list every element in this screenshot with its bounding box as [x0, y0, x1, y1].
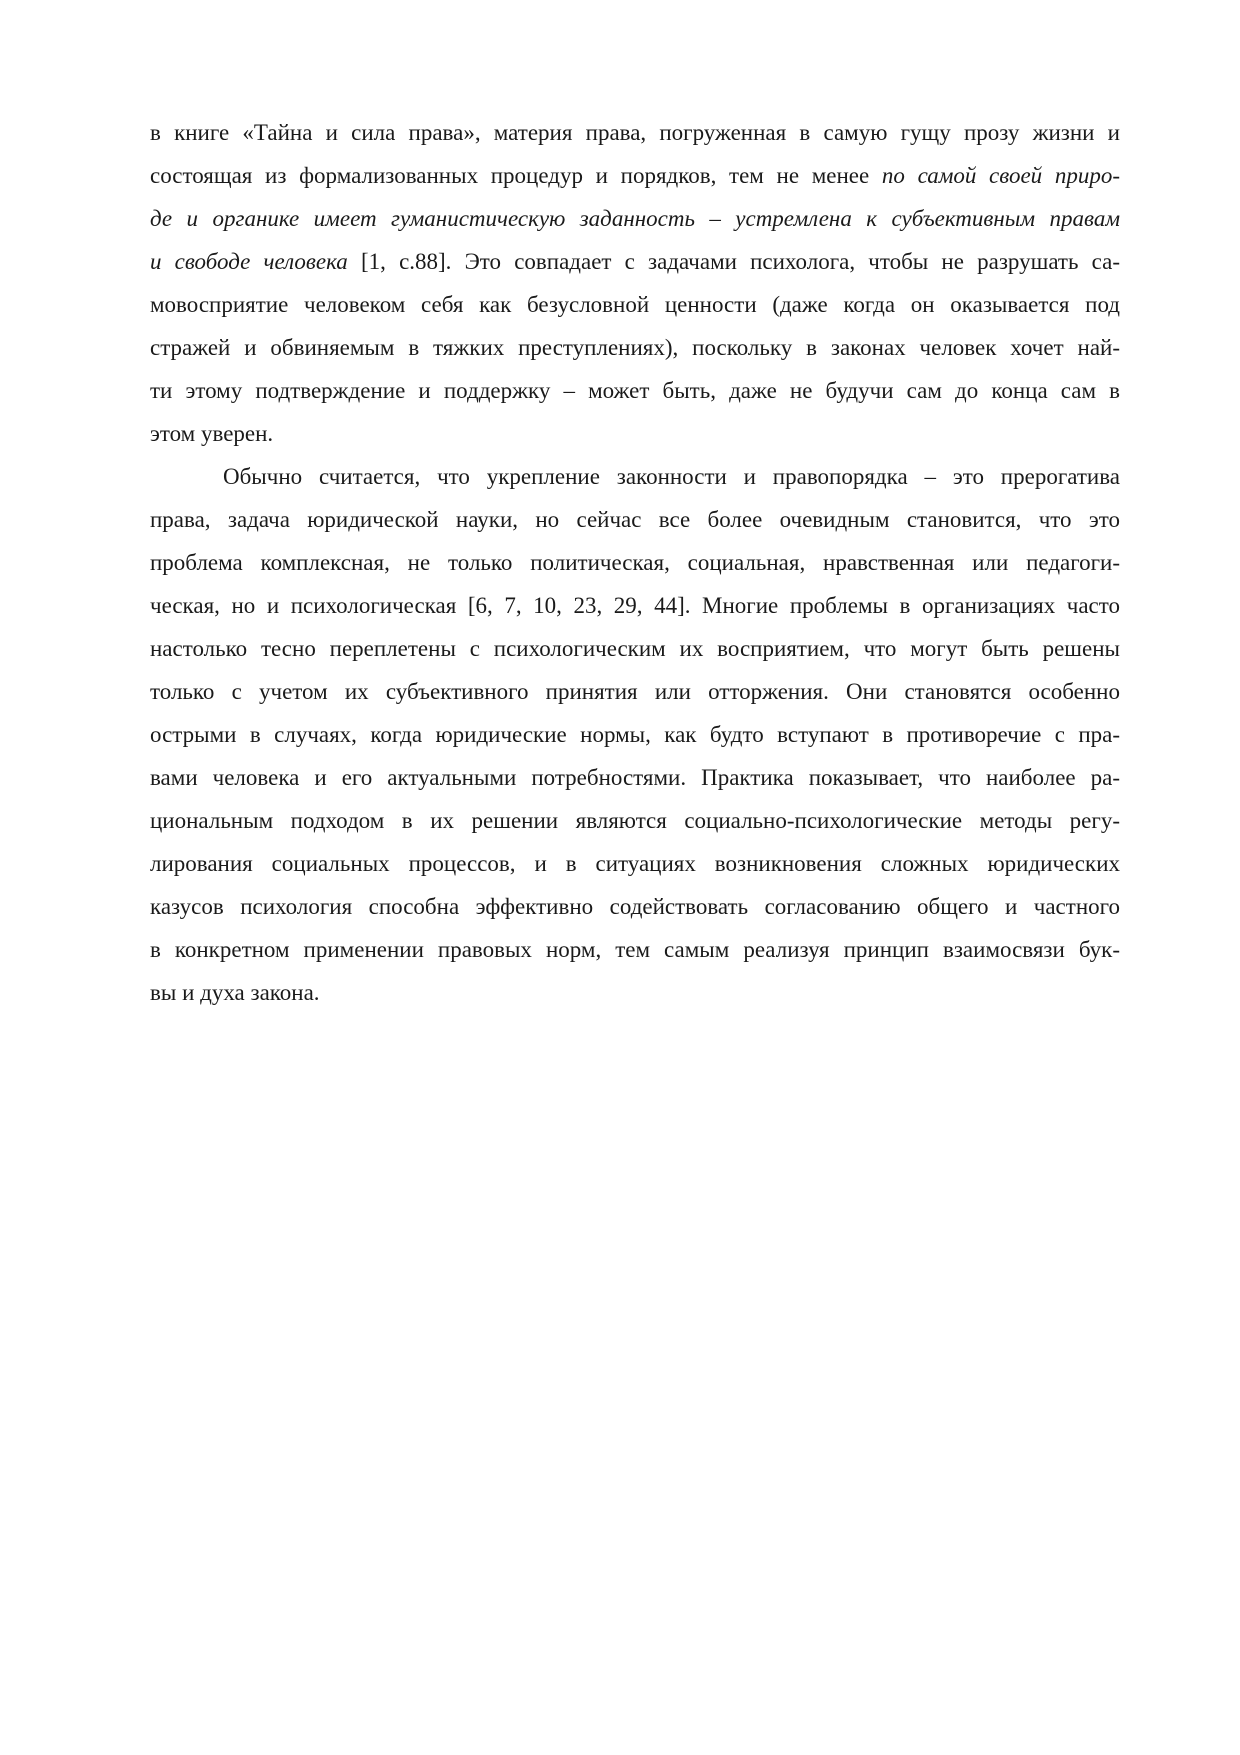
paragraph-2: [150, 455, 1120, 1014]
text-line: вами человека и его актуальными потребностями. Практика показывает, что наиболее ра-: [150, 765, 1120, 790]
text-line: стражей и обвиняемым в тяжких преступлениях), поскольку в законах человек хочет най-: [150, 335, 1120, 360]
text-line: ти этому подтверждение и поддержку – может быть, даже не будучи сам до конца сам в: [150, 378, 1120, 403]
text-line: де и органике имеет гуманистическую заданность – устремлена к субъективным правам: [150, 206, 1120, 231]
text-line: только с учетом их субъективного принятия или отторжения. Они становятся особенно: [150, 679, 1120, 704]
body-text: [150, 111, 1120, 1014]
text-line: казусов психология способна эффективно содействовать согласованию общего и частного: [150, 894, 1120, 919]
text-line: в книге «Тайна и сила права», материя права, погруженная в самую гущу прозу жизни и: [150, 120, 1120, 145]
text-line: вы и духа закона.: [150, 980, 320, 1005]
text-line: в конкретном применении правовых норм, тем самым реализуя принцип взаимосвязи бук-: [150, 937, 1120, 962]
text-line: состоящая из формализованных процедур и порядков, тем не менее по самой своей приро-: [150, 163, 1120, 188]
text-line: права, задача юридической науки, но сейчас все более очевидным становится, что это: [150, 507, 1120, 532]
text-line: проблема комплексная, не только политическая, социальная, нравственная или педагоги-: [150, 550, 1120, 575]
text-line: и свободе человека [1, с.88]. Это совпадает с задачами психолога, чтобы не разрушать са-: [150, 249, 1121, 274]
text-line: мовосприятие человеком себя как безусловной ценности (даже когда он оказывается под: [150, 292, 1120, 317]
text-line: ческая, но и психологическая [6, 7, 10, 23, 29, 44]. Многие проблемы в организациях часто: [150, 593, 1120, 618]
text-line: Обычно считается, что укрепление законности и правопорядка – это прерогатива: [223, 464, 1120, 489]
text-line: настолько тесно переплетены с психологическим их восприятием, что могут быть решены: [150, 636, 1120, 661]
text-line: циональным подходом в их решении являются социально-психологические методы регу-: [150, 808, 1120, 833]
paragraph-1: [150, 111, 1120, 455]
text-line: этом уверен.: [150, 421, 274, 446]
text-line: острыми в случаях, когда юридические нормы, как будто вступают в противоречие с пра-: [150, 722, 1120, 747]
text-line: лирования социальных процессов, и в ситуациях возникновения сложных юридических: [150, 851, 1120, 876]
